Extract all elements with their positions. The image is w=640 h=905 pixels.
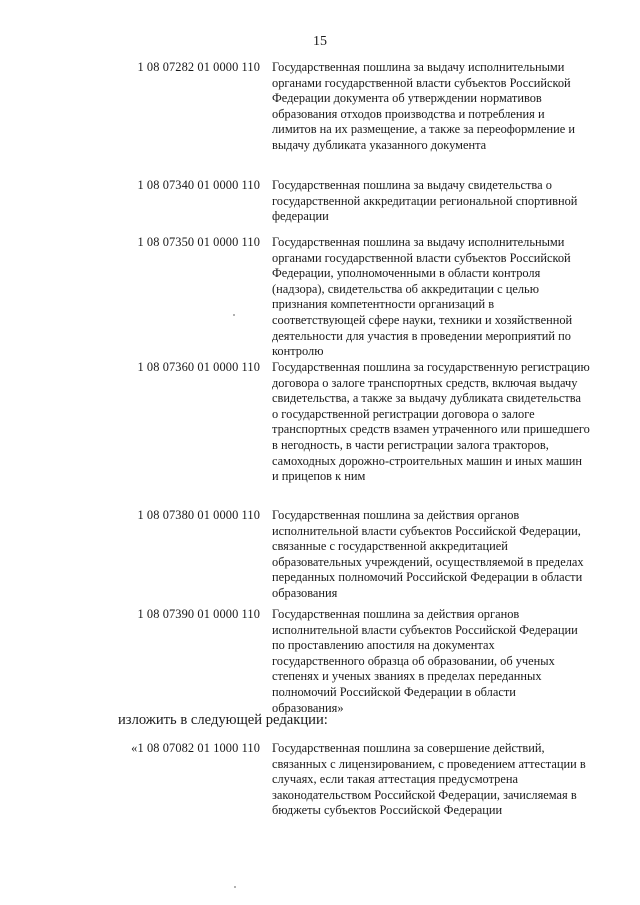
amendment-instruction: изложить в следующей редакции: — [118, 712, 328, 728]
table-row — [0, 178, 640, 235]
revenue-code: 1 08 07380 01 0000 110 — [137, 508, 260, 522]
revenue-code: 1 08 07350 01 0000 110 — [137, 235, 260, 249]
table-row — [0, 235, 640, 360]
revenue-code-table — [0, 60, 640, 851]
revenue-description: Государственная пошлина за выдачу свидетельства о государственной аккредитации региональной спортивной федерации — [272, 178, 578, 224]
revenue-code: «1 08 07082 01 1000 110 — [131, 741, 260, 755]
scan-speck — [233, 314, 235, 316]
table-row — [0, 741, 640, 851]
table-row — [0, 360, 640, 508]
revenue-description: Государственная пошлина за действия органов исполнительной власти субъектов Российской Федерации по проставлению апостиля на документах государственного образца об образовании, об ученых степенях и ученых званиях в пределах переданных полномочий Российской Федерации в области образования» — [272, 607, 578, 715]
table-row — [0, 508, 640, 607]
revenue-code: 1 08 07360 01 0000 110 — [137, 360, 260, 374]
page-number: 15 — [313, 34, 327, 49]
revenue-description: Государственная пошлина за совершение действий, связанных с лицензированием, с проведением аттестации в случаях, если такая аттестация предусмотрена законодательством Российской Федерации, зачисляемая в бюджеты субъектов Российской Федерации — [272, 741, 586, 818]
revenue-code: 1 08 07282 01 0000 110 — [137, 60, 260, 74]
revenue-description: Государственная пошлина за действия органов исполнительной власти субъектов Российской Федерации, связанные с государственной аккредитацией образовательных учреждений, осуществляемой в пределах переданных полномочий Российской Федерации в области образования — [272, 508, 584, 600]
revenue-code: 1 08 07390 01 0000 110 — [137, 607, 260, 621]
revenue-code: 1 08 07340 01 0000 110 — [137, 178, 260, 192]
scan-speck — [234, 886, 236, 888]
revenue-description: Государственная пошлина за выдачу исполнительными органами государственной власти субъектов Российской Федерации, уполномоченными в области контроля (надзора), свидетельства об аккредитации с целью признания компетентности организаций в соответствующей сфере науки, техники и хозяйственной деятельности для участия в проведении мероприятий по контролю — [272, 235, 573, 359]
revenue-description: Государственная пошлина за государственную регистрацию договора о залоге транспортных средств, включая выдачу свидетельства, а также за выдачу дубликата свидетельства о государственной регистрации договора о залоге транспортных средств взамен утраченного или пришедшего в негодность, в части регистрации залога тракторов, самоходных дорожно-строительных машин и иных машин и прицепов к ним — [272, 360, 590, 484]
table-row — [0, 60, 640, 178]
table-row — [0, 607, 640, 715]
revenue-description: Государственная пошлина за выдачу исполнительными органами государственной власти субъектов Российской Федерации документа об утверждении нормативов образования отходов производства и потребления и лимитов на их размещение, а также за переоформление и выдачу дубликата указанного документа — [272, 60, 576, 152]
